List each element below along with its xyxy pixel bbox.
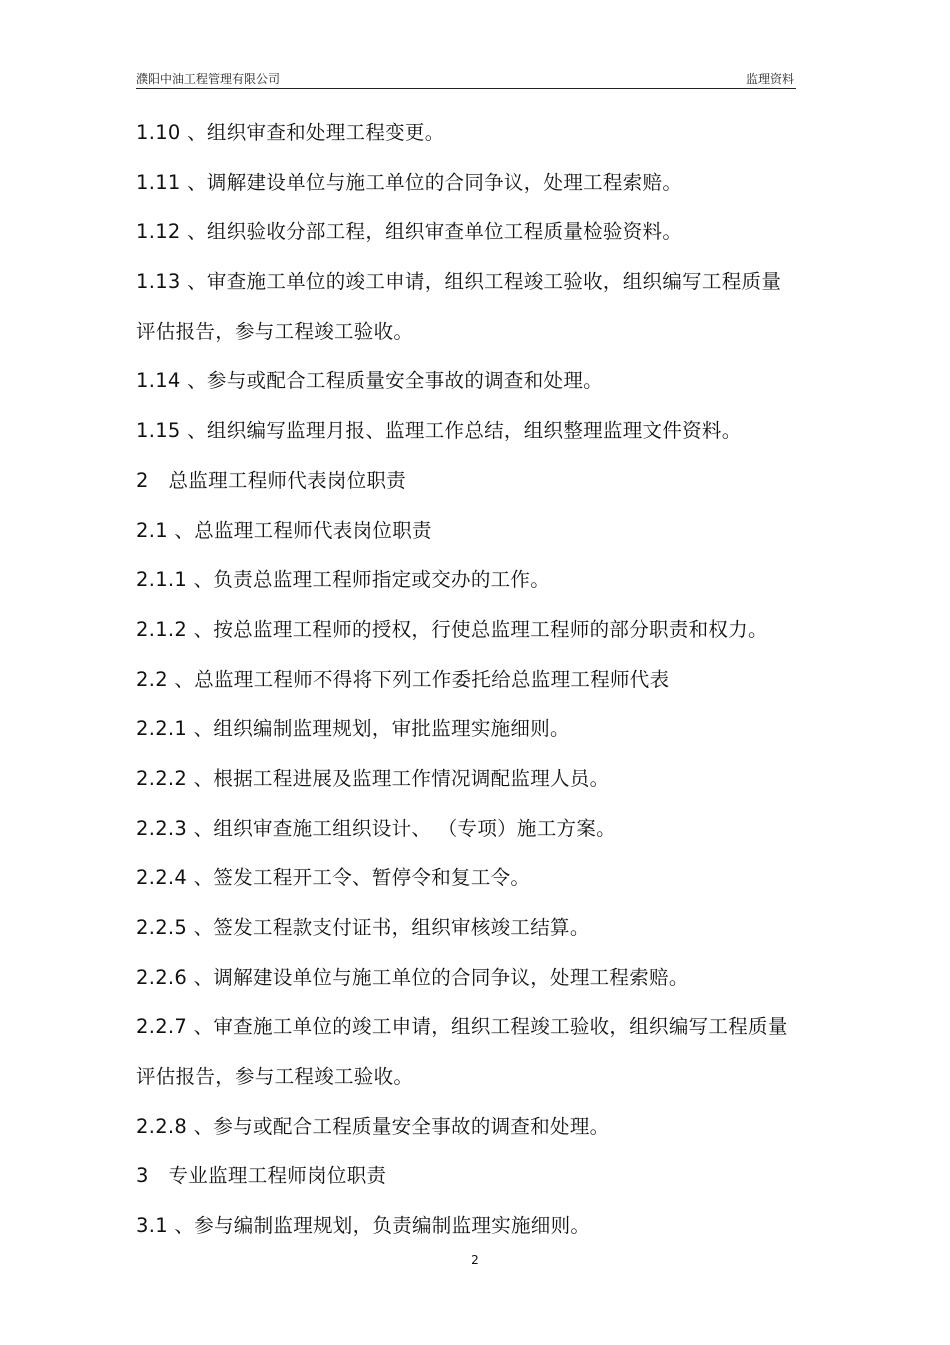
text-line: 1.10 、组织审查和处理工程变更。 xyxy=(136,121,445,144)
text-line: 2.2.5 、签发工程款支付证书，组织审核竣工结算。 xyxy=(136,916,590,939)
section-heading: 3 专业监理工程师岗位职责 xyxy=(136,1164,387,1188)
header-doc-type: 监理资料 xyxy=(745,72,794,86)
text-line: 2.2.8 、参与或配合工程质量安全事故的调查和处理。 xyxy=(136,1114,610,1138)
text-line: 1.12 、组织验收分部工程，组织审查单位工程质量检验资料。 xyxy=(136,220,683,244)
text-line: 2.1.2 、按总监理工程师的授权，行使总监理工程师的部分职责和权力。 xyxy=(136,617,768,641)
text-line: 2.2.2 、根据工程进展及监理工作情况调配监理人员。 xyxy=(136,766,610,790)
text-line: 2.2 、总监理工程师不得将下列工作委托给总监理工程师代表 xyxy=(136,667,670,691)
text-line: 2.2.4 、签发工程开工令、暂停令和复工令。 xyxy=(136,866,531,890)
text-line: 1.14 、参与或配合工程质量安全事故的调查和处理。 xyxy=(136,369,603,393)
page-number: 2 xyxy=(471,1253,479,1267)
text-line: 2.2.1 、组织编制监理规划，审批监理实施细则。 xyxy=(136,717,570,741)
text-line: 1.11 、调解建设单位与施工单位的合同争议，处理工程索赔。 xyxy=(136,170,683,194)
text-line: 1.13 、审查施工单位的竣工申请，组织工程竣工验收，组织编写工程质量 xyxy=(136,270,782,294)
text-line: 评估报告，参与工程竣工验收。 xyxy=(136,319,414,343)
text-line: 2.1.1 、负责总监理工程师指定或交办的工作。 xyxy=(136,568,551,592)
text-line: 2.1 、总监理工程师代表岗位职责 xyxy=(136,518,432,542)
header-company: 濮阳中油工程管理有限公司 xyxy=(136,72,281,86)
document-body xyxy=(136,116,826,1259)
text-line: 2.2.3 、组织审查施工组织设计、 （专项）施工方案。 xyxy=(136,816,616,840)
text-line: 2.2.7 、审查施工单位的竣工申请，组织工程竣工验收，组织编写工程质量 xyxy=(136,1015,788,1039)
text-line: 2.2.6 、调解建设单位与施工单位的合同争议，处理工程索赔。 xyxy=(136,965,689,989)
page-header xyxy=(136,68,796,89)
text-line: 3.1 、参与编制监理规划，负责编制监理实施细则。 xyxy=(136,1214,591,1238)
text-line: 1.15 、组织编写监理月报、监理工作总结，组织整理监理文件资料。 xyxy=(136,419,742,443)
text-line: 评估报告，参与工程竣工验收。 xyxy=(136,1065,414,1089)
section-heading: 2 总监理工程师代表岗位职责 xyxy=(136,468,407,492)
